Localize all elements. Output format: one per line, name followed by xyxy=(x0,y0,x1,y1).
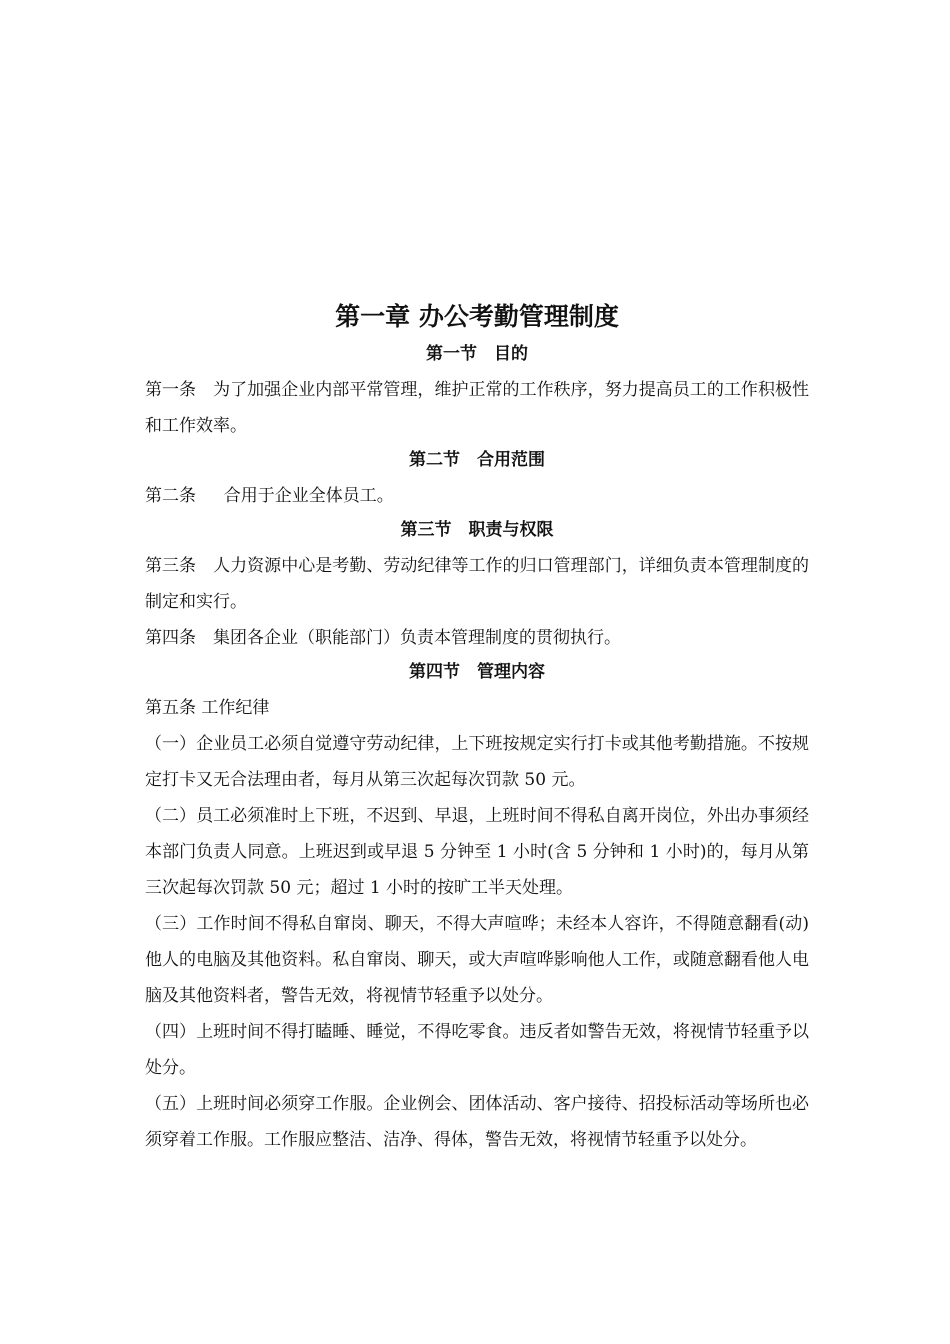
article-2: 第二条 合用于企业全体员工。 xyxy=(145,486,394,506)
rule-2: （二）员工必须准时上下班，不迟到、早退，上班时间不得私自离开岗位，外出办事须经本部门负责人同意。上班迟到或早退 5 分钟至 1 小时(含 5 分钟和 1 小时)的，每月从第三次起每次罚款 50 元；超过 1 小时的按旷工半天处理。 xyxy=(145,806,809,898)
section-title-4: 第四节 管理内容 xyxy=(409,662,545,682)
section-title-2: 第二节 合用范围 xyxy=(409,450,545,470)
rule-3: （三）工作时间不得私自窜岗、聊天，不得大声喧哗；未经本人容许，不得随意翻看(动)他人的电脑及其他资料。私自窜岗、聊天，或大声喧哗影响他人工作，或随意翻看他人电脑及其他资料者，警告无效，将视情节轻重予以处分。 xyxy=(145,914,809,1006)
article-3: 第三条 人力资源中心是考勤、劳动纪律等工作的归口管理部门，详细负责本管理制度的制定和实行。 xyxy=(145,556,809,612)
section-title-1: 第一节 目的 xyxy=(426,344,528,364)
rule-5: （五）上班时间必须穿工作服。企业例会、团体活动、客户接待、招投标活动等场所也必须穿着工作服。工作服应整洁、洁净、得体，警告无效，将视情节轻重予以处分。 xyxy=(145,1094,809,1150)
section-title-3: 第三节 职责与权限 xyxy=(400,520,554,540)
rule-1: （一）企业员工必须自觉遵守劳动纪律，上下班按规定实行打卡或其他考勤措施。不按规定打卡又无合法理由者，每月从第三次起每次罚款 50 元。 xyxy=(145,734,809,790)
document-page xyxy=(145,300,809,1158)
rule-4: （四）上班时间不得打瞌睡、睡觉，不得吃零食。违反者如警告无效，将视情节轻重予以处分。 xyxy=(145,1022,809,1078)
article-4: 第四条 集团各企业（职能部门）负责本管理制度的贯彻执行。 xyxy=(145,628,621,648)
article-5: 第五条 工作纪律 xyxy=(145,698,270,718)
chapter-title: 第一章 办公考勤管理制度 xyxy=(335,302,619,331)
article-1: 第一条 为了加强企业内部平常管理，维护正常的工作秩序，努力提高员工的工作积极性和工作效率。 xyxy=(145,380,809,436)
